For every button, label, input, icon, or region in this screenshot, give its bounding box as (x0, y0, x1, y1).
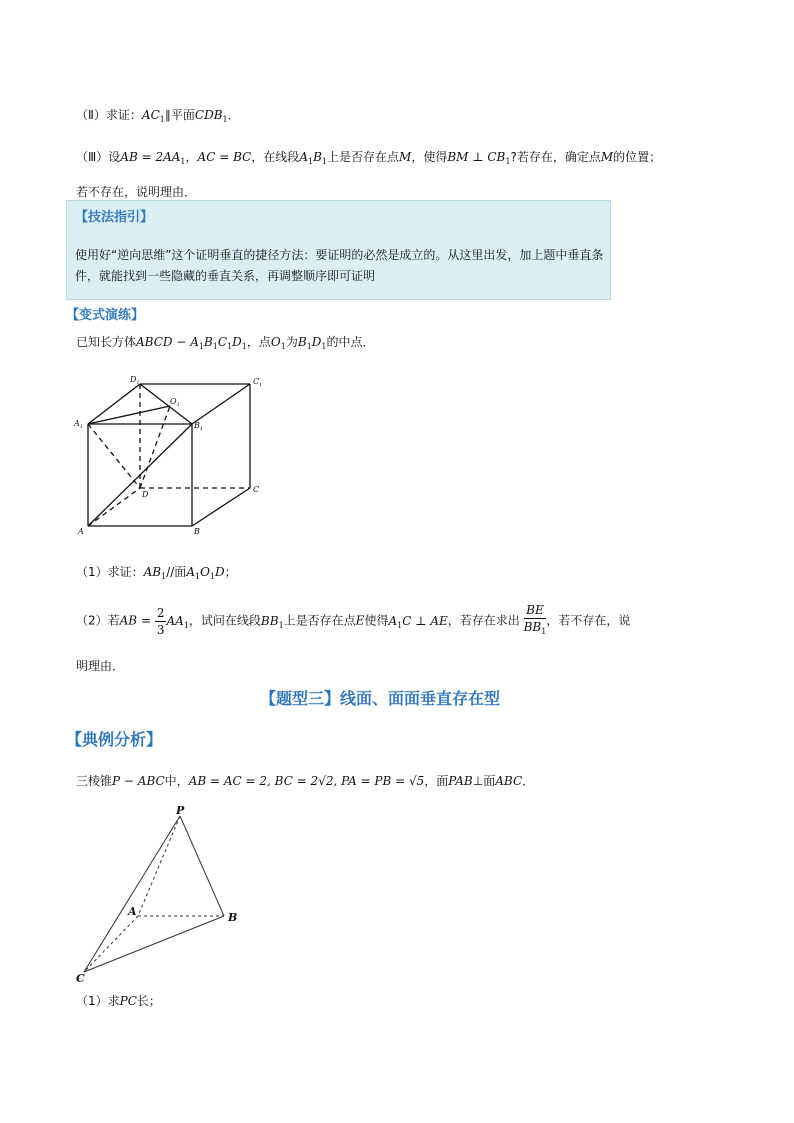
subscript: 1 (541, 627, 547, 636)
math-expr: A (186, 565, 195, 579)
variant-intro (76, 333, 375, 356)
text: //面 (166, 565, 187, 579)
edge-cb (84, 916, 224, 972)
label-o1: $O_1$ (170, 397, 180, 408)
label-c1: $C_1$ (253, 377, 263, 388)
fraction-be-bb1 (524, 602, 547, 640)
example-title: 【典例分析】 (66, 730, 163, 749)
subscript: 1 (161, 572, 167, 581)
math-expr: PAB (448, 774, 473, 788)
question-3-line-2: 若不存在，说明理由． (76, 185, 197, 199)
text: ∥平面 (164, 108, 195, 122)
text: ． (522, 774, 535, 788)
math-expr: AB (143, 565, 162, 579)
math-expr: M (600, 150, 614, 164)
variant-part-2-line-2: 明理由． (76, 659, 125, 673)
label-a: A (78, 527, 84, 536)
math-expr: D (311, 335, 322, 349)
text: ，若不存在，说 (546, 613, 631, 628)
label-b: B (194, 527, 200, 536)
subscript: 1 (307, 157, 314, 166)
denominator: BB (523, 620, 542, 634)
line-do1 (140, 406, 170, 488)
math-expr: B (313, 150, 322, 164)
math-expr: AB = 2AA (120, 150, 181, 164)
subscript: 1 (227, 342, 233, 351)
text: 上是否存在点 (283, 613, 356, 628)
subscript: 1 (278, 620, 284, 630)
text: ?若存在，确定点 (510, 150, 601, 164)
math-expr: ABCD − A (136, 335, 199, 349)
math-expr: BB (260, 613, 279, 628)
subscript: 1 (321, 157, 327, 166)
text: 为 (285, 335, 298, 349)
text: ； (224, 565, 237, 579)
text: 使得 (364, 613, 389, 628)
edge-ad (88, 488, 140, 526)
tip-title: 【技法指引】 (75, 210, 154, 225)
math-expr: AC = BC (197, 150, 252, 164)
fraction-two-thirds (155, 605, 167, 638)
math-expr: AA (166, 613, 184, 628)
section-3-title: 【题型三】线面、面面垂直存在型 (260, 689, 501, 708)
numerator: 2 (156, 605, 165, 620)
text: 三棱锥 (76, 774, 113, 788)
subscript: 1 (212, 342, 218, 351)
question-label: （Ⅲ）设 (76, 150, 121, 164)
subscript: 1 (209, 572, 216, 581)
technique-tip-box (66, 200, 611, 300)
numerator: BE (524, 602, 547, 619)
subscript: 1 (180, 157, 186, 166)
question-label: （2）若 (76, 613, 120, 628)
subscript: 1 (159, 115, 165, 124)
pyramid-figure (72, 800, 252, 990)
math-expr: M (399, 150, 412, 164)
label-b: B (228, 911, 238, 924)
math-expr: A (299, 150, 308, 164)
edge-ac (84, 916, 138, 972)
text: ，点 (246, 335, 271, 349)
text: ，试问在线段 (188, 613, 261, 628)
question-label: （Ⅱ）求证： (76, 108, 142, 122)
label-d1: $D_1$ (130, 375, 140, 386)
subscript: 1 (241, 342, 247, 351)
cuboid-figure (70, 370, 270, 540)
text: ，面 (424, 774, 449, 788)
text: ⊥面 (472, 774, 496, 788)
math-expr: C (217, 335, 228, 349)
text: 中， (164, 774, 189, 788)
label-c: C (253, 485, 260, 494)
label-d: D (142, 490, 149, 499)
subscript: 1 (321, 342, 327, 351)
text: ，若存在求出 (447, 613, 520, 628)
math-expr: D (232, 335, 242, 349)
example-intro (76, 772, 534, 790)
subscript: 1 (194, 572, 201, 581)
text: 上是否存在点 (327, 150, 400, 164)
math-expr: E (355, 613, 365, 628)
text: 已知长方体 (76, 335, 137, 349)
math-expr: ABC (495, 774, 523, 788)
text: ，使得 (411, 150, 448, 164)
question-2-line (76, 106, 240, 129)
subscript: 1 (198, 342, 204, 351)
edge-pc (84, 816, 180, 972)
edge-pa (138, 816, 180, 916)
label-p: P (176, 804, 185, 817)
example-question-1 (76, 992, 161, 1010)
denominator: 3 (156, 622, 165, 637)
math-expr: A (388, 613, 398, 628)
text: 的位置； (613, 150, 662, 164)
label-c: C (76, 972, 85, 985)
math-expr: CDB (194, 108, 223, 122)
subscript: 1 (280, 342, 286, 351)
edge-pb (180, 816, 224, 916)
subscript: 1 (183, 620, 189, 630)
text: ，在线段 (251, 150, 300, 164)
math-expr: C ⊥ AE (402, 613, 448, 628)
text: 的中点． (326, 335, 375, 349)
label-a1: $A_1$ (74, 419, 83, 430)
text: ． (227, 108, 240, 122)
edge-bc (192, 488, 250, 526)
subscript: 1 (306, 342, 312, 351)
subscript: 1 (505, 157, 511, 166)
math-expr: B (297, 335, 307, 349)
variant-title: 【变式演练】 (66, 308, 145, 323)
math-expr: PC (119, 994, 137, 1008)
math-expr: O (270, 335, 281, 349)
subscript: 1 (222, 115, 228, 124)
line-a1d (88, 424, 140, 488)
edge-b1c1 (192, 384, 250, 424)
question-label: （1）求 (76, 994, 120, 1008)
tip-text: 使用好“逆向思维”这个证明垂直的捷径方法：要证明的必然是成立的。从这里出发，加上题中垂直条件，就能找到一些隐藏的垂直关系，再调整顺序即可证明 (75, 248, 604, 283)
variant-part-1 (76, 563, 237, 586)
label-b1: $B_1$ (194, 421, 204, 432)
math-expr: AC (141, 108, 160, 122)
text: ， (185, 150, 198, 164)
question-label: （1）求证： (76, 565, 144, 579)
math-expr: AB = AC = 2, BC = 2√2, PA = PB = √5 (188, 774, 425, 788)
variant-part-2 (76, 602, 630, 644)
math-expr: AB = (119, 613, 151, 628)
question-3-line-1 (76, 148, 661, 171)
math-expr: D (215, 565, 225, 579)
math-expr: P − ABC (112, 774, 165, 788)
text: 长； (136, 994, 161, 1008)
math-expr: BM ⊥ CB (447, 150, 506, 164)
label-a: A (128, 905, 137, 918)
math-expr: O (200, 565, 210, 579)
subscript: 1 (397, 620, 403, 630)
math-expr: B (203, 335, 213, 349)
